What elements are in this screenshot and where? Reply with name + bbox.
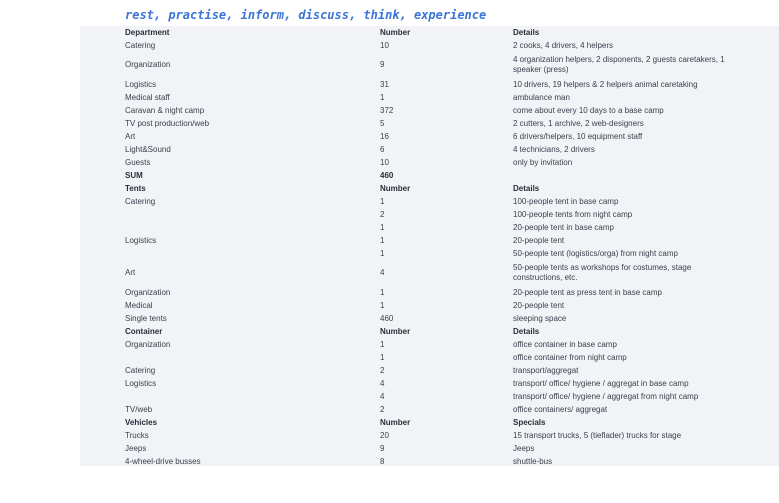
cell-number: 1 [380,235,385,245]
cell-details: 50-people tents as workshops for costumes, stage constructions, etc. [513,263,692,282]
table-row [125,299,740,312]
cell-details: transport/ office/ hygiene / aggregat in base camp [513,378,689,388]
column-header: Number [380,417,411,427]
table-row [125,143,740,156]
cell-details: transport/aggregat [513,365,579,375]
cell-number: 16 [380,131,389,141]
resource-table [125,26,740,468]
cell-category [125,247,380,260]
cell-details: sleeping space [513,313,567,323]
table-row [125,312,740,325]
cell-category [125,390,380,403]
cell-number: 1 [380,339,385,349]
cell-details: 20-people tent [513,300,565,310]
table-row [125,52,740,78]
table-row [125,156,740,169]
cell-details: transport/ office/ hygiene / aggregat from night camp [513,391,699,401]
column-header: Tents [125,183,146,193]
cell-category: Trucks [125,430,149,440]
table-row [125,351,740,364]
cell-details: 10 drivers, 19 helpers & 2 helpers animal caretaking [513,79,698,89]
cell-number: 2 [380,404,385,414]
cell-details: office container in base camp [513,339,617,349]
cell-details: 20-people tent in base camp [513,222,614,232]
table-row [125,195,740,208]
cell-category: TV post production/web [125,118,210,128]
cell-details: 20-people tent as press tent in base camp [513,287,662,297]
table-row [125,377,740,390]
cell-number: 460 [380,313,394,323]
table-row [125,364,740,377]
cell-category: Organization [125,60,171,69]
cell-category: Art [125,131,136,141]
cell-number: 8 [380,456,385,466]
cell-category [125,221,380,234]
cell-number: 4 [380,378,385,388]
cell-details: 2 cutters, 1 archive, 2 web-designers [513,118,644,128]
cell-number: 10 [380,40,389,50]
cell-number: 9 [380,443,385,453]
cell-number: 31 [380,79,389,89]
cell-category: Caravan & night camp [125,105,205,115]
table-row [125,338,740,351]
sum-label: SUM [125,170,143,180]
cell-number: 2 [380,365,385,375]
cell-number: 1 [380,352,385,362]
cell-details: 50-people tent (logistics/orga) from night camp [513,248,678,258]
cell-category: Medical [125,300,153,310]
column-header: Specials [513,417,546,427]
cell-category [125,208,380,221]
cell-number: 1 [380,196,385,206]
cell-category: Guests [125,157,151,167]
table-row [125,221,740,234]
cell-details: office container from night camp [513,352,627,362]
cell-details: ambulance man [513,92,570,102]
column-header: Container [125,326,163,336]
section-header-row [125,325,740,338]
cell-number: 20 [380,430,389,440]
cell-number: 1 [380,222,385,232]
cell-category: Light&Sound [125,144,171,154]
cell-category: Catering [125,196,156,206]
cell-category: Jeeps [125,443,147,453]
cell-number: 5 [380,118,385,128]
cell-number: 1 [380,248,385,258]
cell-category: Catering [125,365,156,375]
column-header: Vehicles [125,417,158,427]
column-header: Details [513,326,540,336]
column-header: Number [380,326,411,336]
section-header-row [125,26,740,39]
column-header: Details [513,27,540,37]
cell-category: Organization [125,287,171,297]
cell-category: Logistics [125,378,157,388]
cell-category: Logistics [125,79,157,89]
table-row [125,260,740,286]
cell-category [125,351,380,364]
table-row [125,429,740,442]
cell-details: 4 technicians, 2 drivers [513,144,595,154]
cell-number: 4 [380,268,385,277]
cell-number: 6 [380,144,385,154]
cell-details: only by invitation [513,157,573,167]
cell-category: Medical staff [125,92,170,102]
cell-number: 1 [380,287,385,297]
table-row [125,104,740,117]
column-header: Details [513,183,540,193]
cell-number: 10 [380,157,389,167]
section-header-row [125,182,740,195]
cell-details: come about every 10 days to a base camp [513,105,664,115]
table-row [125,117,740,130]
cell-category: Single tents [125,313,167,323]
table-row [125,286,740,299]
table-row [125,91,740,104]
cell-details: 100-people tent in base camp [513,196,619,206]
cell-category: 4-wheel-drive busses [125,456,201,466]
cell-details: 20-people tent [513,235,565,245]
cell-details: shuttle-bus [513,456,553,466]
cell-number: 1 [380,300,385,310]
table-row [125,403,740,416]
cell-category: Organization [125,339,171,349]
cell-details: 6 drivers/helpers, 10 equipment staff [513,131,643,141]
cell-details: Jeeps [513,443,535,453]
table-row [125,455,740,468]
cell-details: office containers/ aggregat [513,404,608,414]
table-row [125,130,740,143]
cell-number: 372 [380,105,394,115]
column-header: Department [125,27,170,37]
tagline: rest, practise, inform, discuss, think, experience [125,8,487,22]
table-row [125,390,740,403]
cell-category: TV/web [125,404,153,414]
cell-details: 15 transport trucks, 5 (tieflader) trucks for stage [513,430,682,440]
sum-details [513,169,740,182]
column-header: Number [380,27,411,37]
cell-details: 2 cooks, 4 drivers, 4 helpers [513,40,614,50]
column-header: Number [380,183,411,193]
cell-details: 4 organization helpers, 2 disponents, 2 guests caretakers, 1 speaker (press) [513,55,725,74]
cell-number: 1 [380,92,385,102]
sum-row [125,169,740,182]
table-row [125,78,740,91]
cell-details: 100-people tents from night camp [513,209,633,219]
cell-category: Catering [125,40,156,50]
table-row [125,208,740,221]
cell-number: 9 [380,60,385,69]
table-row [125,442,740,455]
cell-category: Logistics [125,235,157,245]
table-row [125,247,740,260]
cell-number: 4 [380,391,385,401]
table-row [125,39,740,52]
cell-category: Art [125,268,136,277]
cell-number: 2 [380,209,385,219]
section-header-row [125,416,740,429]
sum-value: 460 [380,170,394,180]
table-row [125,234,740,247]
